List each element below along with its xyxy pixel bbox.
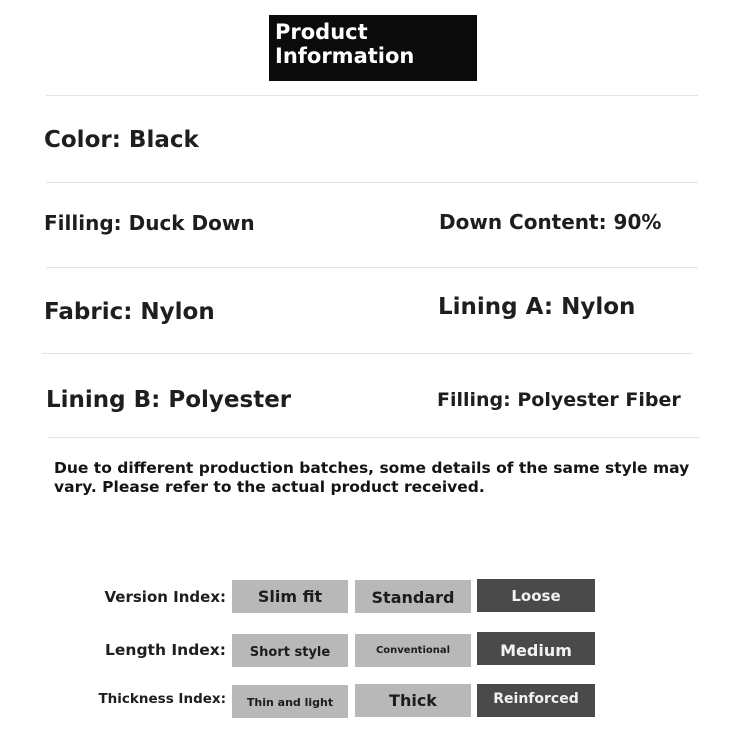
length-option-short-style: Short style bbox=[232, 634, 348, 667]
thickness-index-label: Thickness Index: bbox=[98, 691, 226, 707]
version-option-standard: Standard bbox=[355, 580, 471, 613]
title-line-2: Information bbox=[275, 44, 415, 68]
attribute-filling: Filling: Duck Down bbox=[44, 211, 255, 235]
thickness-option-thick: Thick bbox=[355, 684, 471, 717]
attribute-fabric: Fabric: Nylon bbox=[44, 299, 215, 325]
version-option-slim-fit: Slim fit bbox=[232, 580, 348, 613]
attribute-lining-b: Lining B: Polyester bbox=[46, 387, 292, 413]
divider bbox=[46, 182, 698, 183]
length-option-medium: Medium bbox=[477, 632, 595, 665]
length-index-label: Length Index: bbox=[105, 641, 226, 659]
attribute-filling-2: Filling: Polyester Fiber bbox=[437, 389, 681, 411]
attribute-color: Color: Black bbox=[44, 127, 199, 153]
attribute-lining-a: Lining A: Nylon bbox=[438, 294, 636, 320]
title-line-1: Product bbox=[275, 20, 368, 44]
divider bbox=[46, 267, 698, 268]
length-option-conventional: Conventional bbox=[355, 634, 471, 667]
divider bbox=[46, 95, 698, 96]
version-option-loose: Loose bbox=[477, 579, 595, 612]
product-information-title bbox=[269, 15, 477, 81]
thickness-option-thin-and-light: Thin and light bbox=[232, 685, 348, 718]
divider bbox=[42, 353, 693, 354]
thickness-option-reinforced: Reinforced bbox=[477, 684, 595, 717]
batch-variation-note: Due to different production batches, some details of the same style may vary. Please refer to the actual product received. bbox=[54, 459, 690, 496]
divider bbox=[48, 437, 700, 438]
attribute-down-content: Down Content: 90% bbox=[439, 210, 662, 234]
version-index-label: Version Index: bbox=[104, 588, 226, 606]
